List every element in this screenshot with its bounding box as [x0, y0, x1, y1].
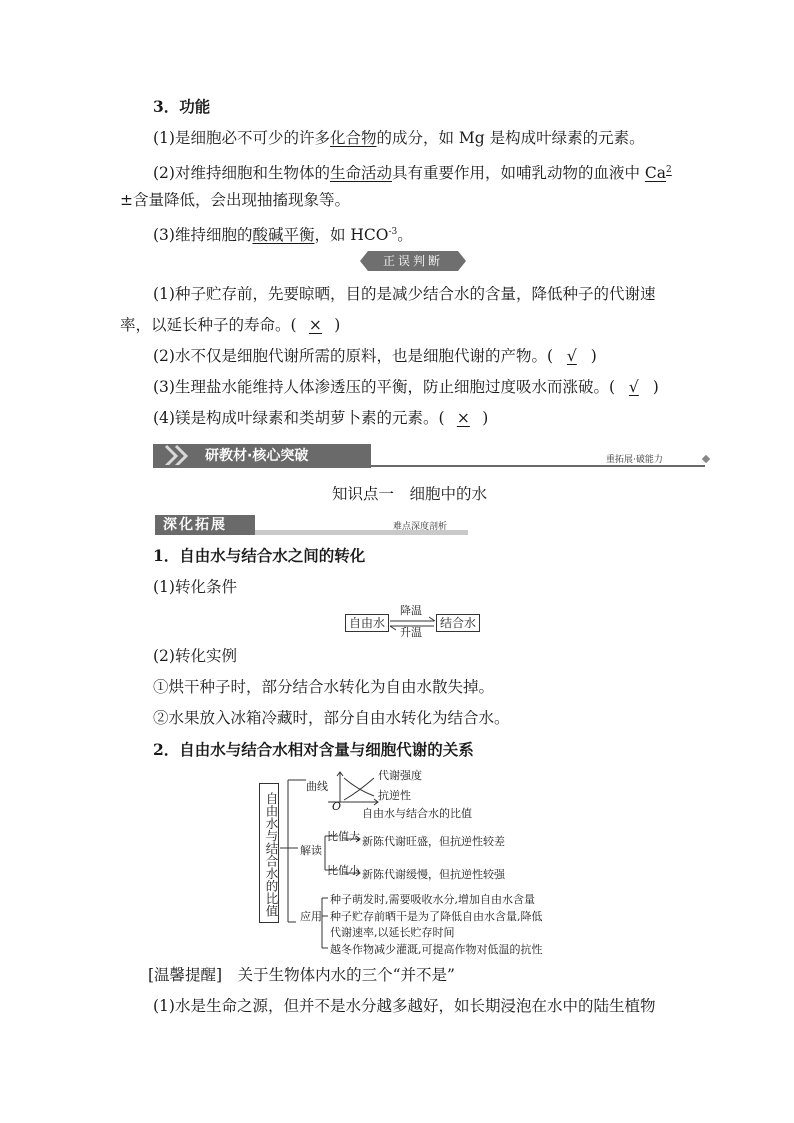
- deep-subtitle: 难点深度剖析: [393, 522, 448, 532]
- s2-title: 2．自由水与结合水相对含量与细胞代谢的关系: [153, 740, 474, 759]
- metabolism-label: 代谢强度: [378, 769, 422, 782]
- function-item-2: (2)对维持细胞和生物体的生命活动具有重要作用，如哺乳动物的血液中 Ca$^2$: [153, 164, 672, 182]
- function-item-1: (1)是细胞必不可少的许多化合物的成分，如 Mg 是构成叶绿素的元素。: [153, 129, 645, 147]
- ratio-small-label: 比值小: [327, 864, 360, 877]
- s1-example-1: ①烘干种子时，部分结合水转化为自由水散失掉。: [153, 678, 495, 696]
- bound-water-box: 结合水: [436, 614, 480, 632]
- judge-q2: (2)水不仅是细胞代谢所需的原料，也是细胞代谢的产物。( √ ): [153, 347, 597, 365]
- judge-q3: (3)生理盐水能维持人体渗透压的平衡，防止细胞过度吸水而涨破。( √ ): [153, 378, 659, 396]
- apply-item-2b: 代谢速率,以延长贮存时间: [330, 926, 455, 939]
- diamond-icon: [702, 455, 710, 463]
- s1-condition: (1)转化条件: [153, 578, 237, 596]
- judge-q4: (4)镁是构成叶绿素和类胡萝卜素的元素。( × ): [153, 409, 489, 427]
- s1-example: (2)转化实例: [153, 647, 237, 665]
- cooling-label: 降温: [400, 604, 422, 617]
- judgement-tag: 正误判断: [368, 251, 458, 271]
- warming-label: 升温: [400, 626, 422, 639]
- ratio-big-text: 新陈代谢旺盛，但抗逆性较差: [362, 835, 505, 848]
- section-title-function: 3．功能: [153, 97, 211, 116]
- apply-label: 应用: [300, 910, 322, 923]
- x-axis-label: 自由水与结合水的比值: [362, 807, 472, 820]
- interpret-label: 解读: [300, 844, 322, 857]
- free-water-box: 自由水: [345, 614, 389, 632]
- function-item-3: (3)维持细胞的酸碱平衡，如 $HCO^{-3}$。: [153, 226, 413, 244]
- s1-example-2: ②水果放入冰箱冷藏时，部分自由水转化为结合水。: [153, 709, 510, 727]
- judge-q1-line2: 率，以延长种子的寿命。( × ): [120, 316, 341, 334]
- function-item-2-cont: ±含量降低，会出现抽搐现象等。: [120, 191, 350, 209]
- curve-label: 曲线: [306, 780, 328, 793]
- tip-line-1: (1)水是生命之源，但并不是水分越多越好，如长期浸泡在水中的陆生植物: [153, 997, 656, 1015]
- judge-q3-answer: √: [628, 378, 639, 396]
- apply-item-2a: 种子贮存前晒干是为了降低自由水含量,降低: [330, 910, 543, 923]
- judge-q1-answer: ×: [308, 316, 322, 334]
- banner-title: 研教材·核心突破: [205, 448, 309, 464]
- judge-q1-line1: (1)种子贮存前，先要晾晒，目的是减少结合水的含量，降低种子的代谢速: [153, 285, 656, 303]
- deep-title: 深化拓展: [163, 517, 227, 533]
- ratio-big-label: 比值大: [327, 830, 360, 843]
- judge-q2-answer: √: [566, 347, 577, 365]
- origin-label: O: [332, 800, 342, 813]
- apply-item-3: 越冬作物减少灌溉,可提高作物对低温的抗性: [330, 943, 543, 956]
- ratio-small-text: 新陈代谢缓慢，但抗逆性较强: [362, 868, 505, 881]
- apply-item-1: 种子萌发时,需要吸收水分,增加自由水含量: [330, 893, 535, 906]
- knowledge-title: 知识点一 细胞中的水: [332, 485, 488, 503]
- ratio-box: 自由水与结合水的比值: [259, 783, 279, 923]
- resistance-label: 抗逆性: [378, 789, 411, 802]
- equilibrium-arrows: [388, 614, 438, 634]
- tip-title: [温馨提醒] 关于生物体内水的三个“并不是”: [148, 966, 455, 984]
- s1-title: 1．自由水与结合水之间的转化: [153, 546, 366, 565]
- banner-subtitle: 重拓展·破能力: [606, 455, 663, 465]
- judge-q4-answer: ×: [456, 409, 470, 427]
